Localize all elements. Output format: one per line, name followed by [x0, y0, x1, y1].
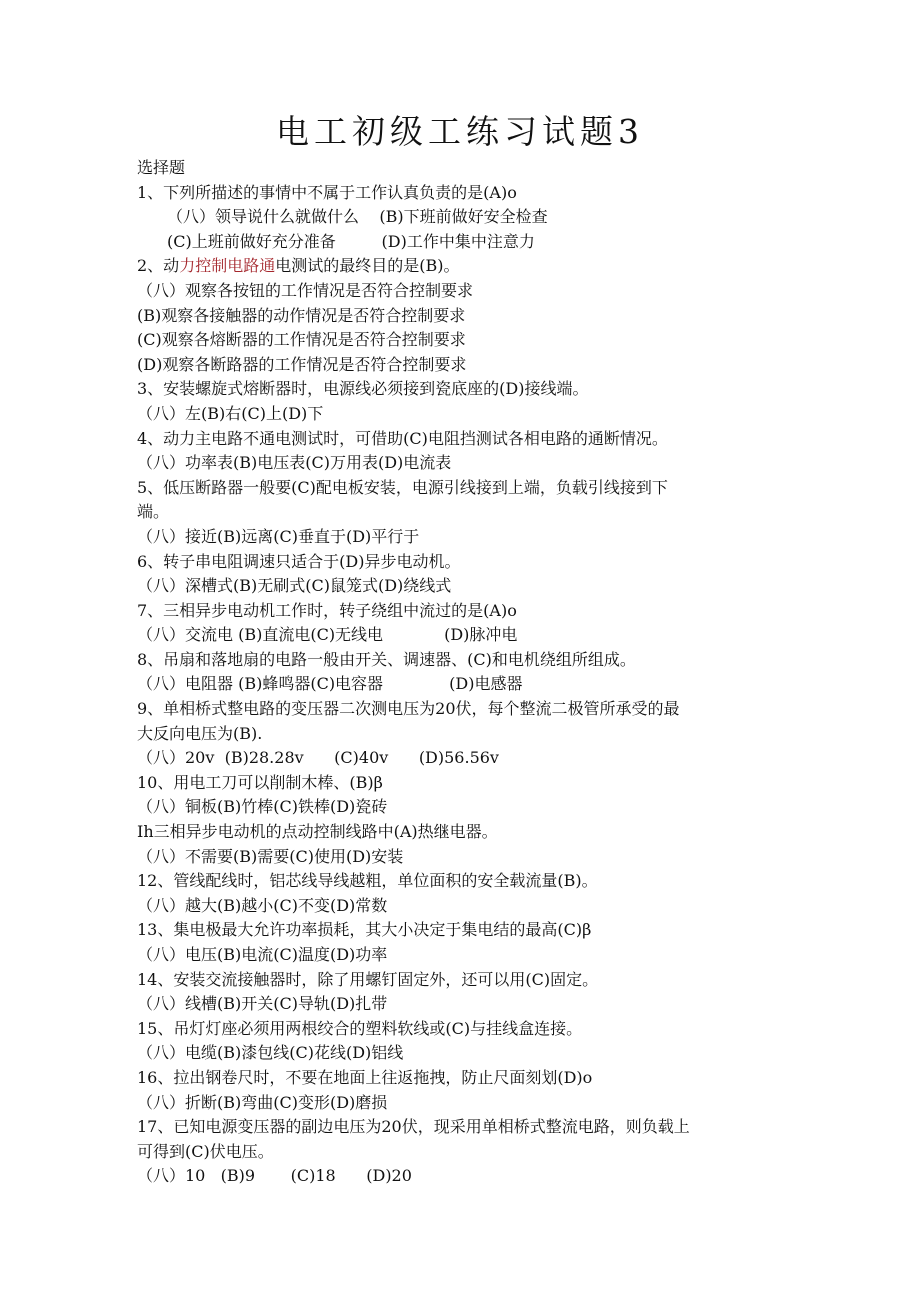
text-line: 14、安装交流接触器时，除了用螺钉固定外，还可以用(C)固定。 — [137, 969, 599, 989]
text-line: 7、三相异步电动机工作时，转子绕组中流过的是(A)o — [137, 600, 517, 620]
text-line: 4、动力主电路不通电测试时，可借助(C)电阻挡测试各相电路的通断情况。 — [137, 428, 668, 448]
text-line: (C)观察各熔断器的工作情况是否符合控制要求 — [137, 330, 466, 350]
text-line: （八）观察各按钮的工作情况是否符合控制要求 — [137, 280, 474, 300]
text-line: （八）折断(B)弯曲(C)变形(D)磨损 — [137, 1092, 388, 1112]
text-line: 16、拉出钢卷尺时，不要在地面上往返拖拽，防止尺面刻划(D)o — [137, 1067, 593, 1087]
text-line: 10、用电工刀可以削制木棒、(B)β — [137, 772, 383, 792]
section-heading: 选择题 — [137, 158, 186, 177]
text-line: （八）领导说什么就做什么 (B)下班前做好安全检查 — [167, 207, 548, 227]
text-line: 8、吊扇和落地扇的电路一般由开关、调速器、(C)和电机绕组所组成。 — [137, 649, 636, 669]
text-line: （八）深槽式(B)无刷式(C)鼠笼式(D)绕线式 — [137, 576, 452, 596]
text-line: （八）电压(B)电流(C)温度(D)功率 — [137, 945, 388, 964]
text-line: 15、吊灯灯座必须用两根绞合的塑料软线或(C)与挂线盒连接。 — [137, 1018, 583, 1038]
text-line: 17、已知电源变压器的副边电压为20伏，现采用单相桥式整流电路，则负载上 — [137, 1117, 690, 1137]
text-line: 5、低压断路器一般要(C)配电板安装，电源引线接到上端，负载引线接到下 — [137, 477, 668, 497]
text-line: （八）电阻器 (B)蜂鸣器(C)电容器 (D)电感器 — [137, 674, 523, 694]
text-line: （八）功率表(B)电压表(C)万用表(D)电流表 — [137, 453, 452, 473]
text-line: （八）铜板(B)竹棒(C)铁棒(D)瓷砖 — [137, 797, 388, 817]
highlighted-text: 力控制电路通 — [179, 256, 276, 276]
document-body — [137, 156, 797, 1189]
text-line: （八）交流电 (B)直流电(C)无线电 (D)脉冲电 — [137, 625, 518, 645]
text-line: (D)观察各断路器的工作情况是否符合控制要求 — [137, 354, 467, 374]
text-line: 6、转子串电阻调速只适合于(D)异步电动机。 — [137, 551, 461, 571]
text-line: （八）电缆(B)漆包线(C)花线(D)铝线 — [137, 1043, 404, 1063]
text-line: （八）越大(B)越小(C)不变(D)常数 — [137, 895, 388, 915]
text-line: （八）10 (B)9 (C)18 (D)20 — [137, 1166, 412, 1186]
text-line: 1、下列所描述的事情中不属于工作认真负责的是(A)o — [137, 182, 517, 202]
text-line: （八）不需要(B)需要(C)使用(D)安装 — [137, 846, 404, 866]
text-line: 13、集电极最大允许功率损耗，其大小决定于集电结的最高(C)β — [137, 920, 592, 940]
text-line: (C)上班前做好充分准备 (D)工作中集中注意力 — [167, 231, 535, 251]
text-line: 9、单相桥式整电路的变压器二次测电压为20伏，每个整流二极管所承受的最 — [137, 699, 680, 719]
text-line: （八）接近(B)远离(C)垂直于(D)平行于 — [137, 526, 420, 546]
text-line: 12、管线配线时，铝芯线导线越粗，单位面积的安全载流量(B)。 — [137, 871, 598, 891]
text-line: （八）线槽(B)开关(C)导轨(D)扎带 — [137, 994, 388, 1014]
text-segment: 电测试的最终目的是(B)。 — [275, 256, 460, 276]
text-segment: 2、动 — [137, 256, 180, 276]
document-title: 电工初级工练习试题3 — [276, 112, 644, 151]
question-list — [137, 181, 797, 1189]
text-line: (B)观察各接触器的动作情况是否符合控制要求 — [137, 305, 466, 325]
text-line: 可得到(C)伏电压。 — [137, 1141, 274, 1161]
text-line: （八）20v (B)28.28v (C)40v (D)56.56v — [137, 748, 499, 768]
text-line: 3、安装螺旋式熔断器时，电源线必须接到瓷底座的(D)接线端。 — [137, 379, 589, 399]
text-line: Ih三相异步电动机的点动控制线路中(A)热继电器。 — [137, 822, 498, 842]
text-line — [137, 254, 797, 279]
text-line: （八）左(B)右(C)上(D)下 — [137, 403, 324, 423]
text-line: 端。 — [137, 502, 170, 522]
text-line: 大反向电压为(B). — [137, 723, 263, 743]
